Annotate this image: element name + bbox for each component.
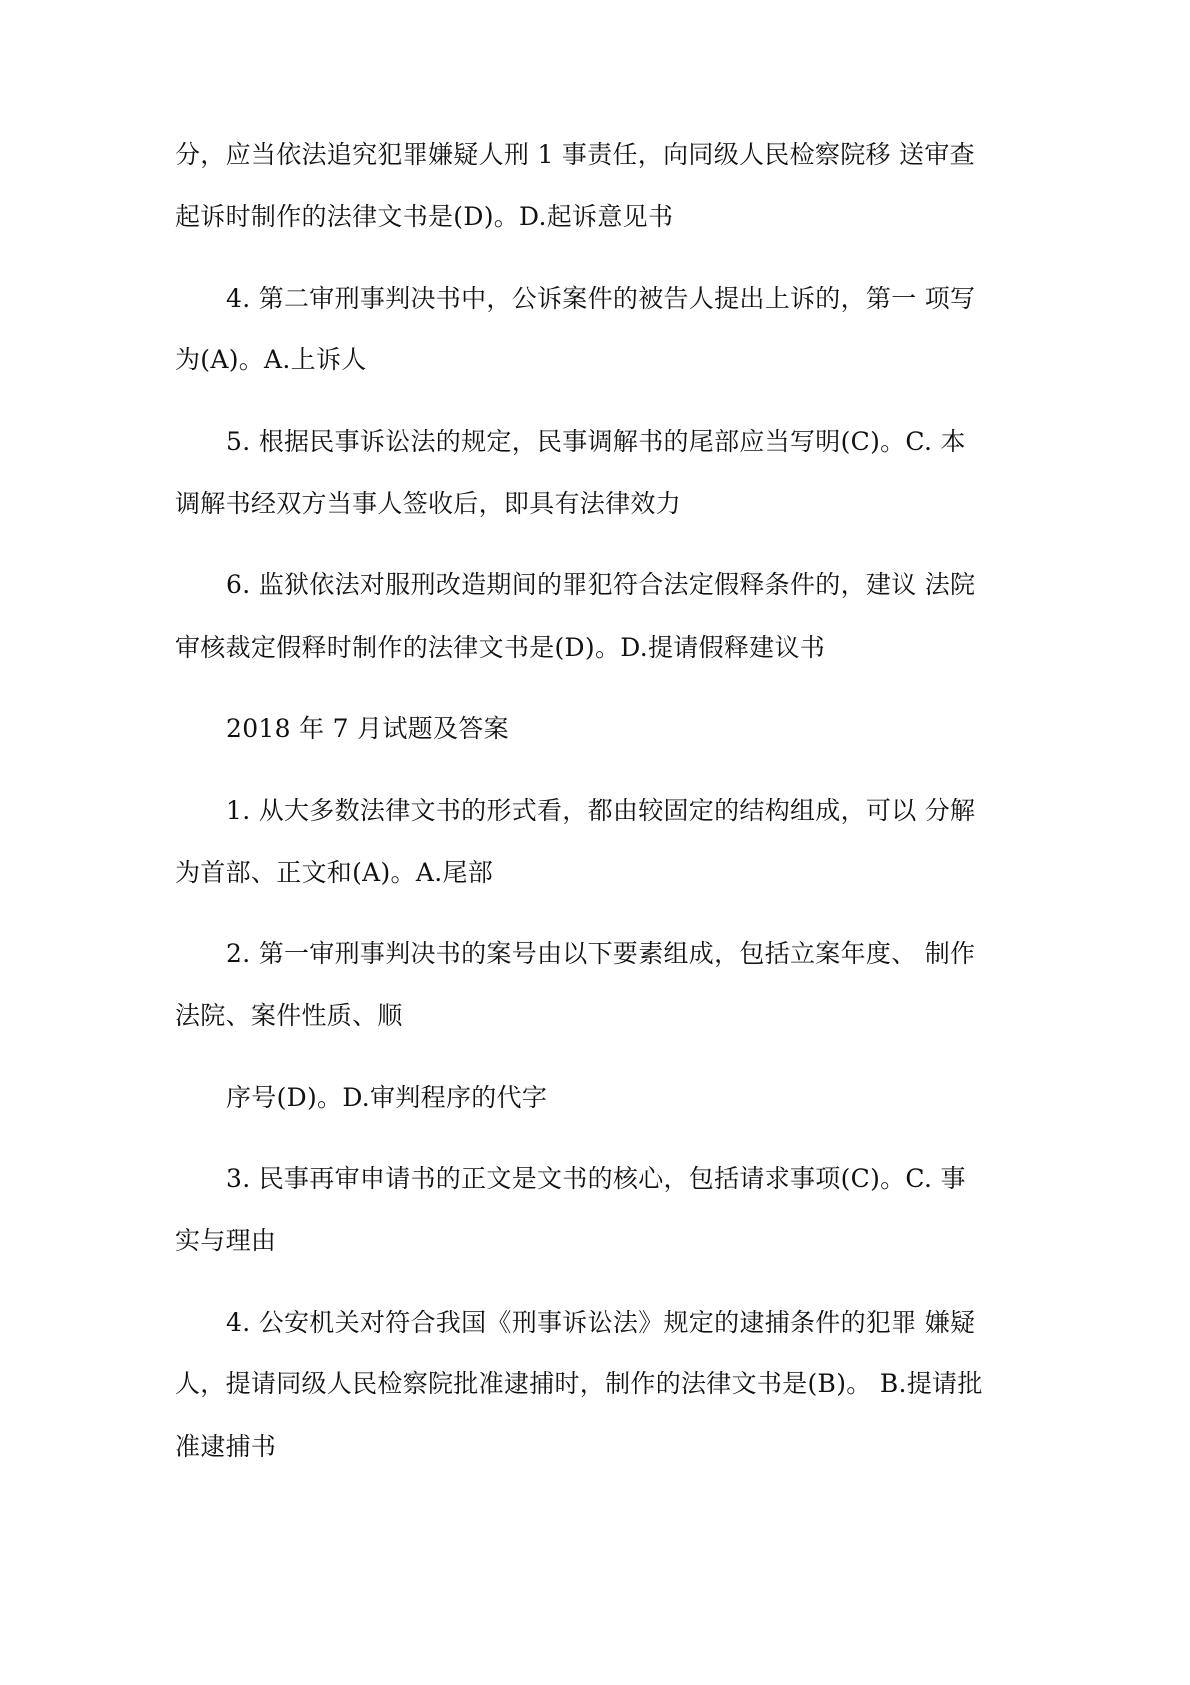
text-line: 准逮捕书 xyxy=(175,1432,277,1461)
question-line: 3. 民事再审申请书的正文是文书的核心，包括请求事项(C)。C. 事 xyxy=(226,1164,966,1193)
text-line: 序号(D)。D.审判程序的代字 xyxy=(226,1083,548,1112)
text-line: 为(A)。A.上诉人 xyxy=(175,345,367,374)
text-line: 调解书经双方当事人签收后，即具有法律效力 xyxy=(175,489,682,518)
question-line: 2. 第一审刑事判决书的案号由以下要素组成，包括立案年度、 制作 xyxy=(226,939,976,968)
text-line: 实与理由 xyxy=(175,1226,277,1255)
question-line: 5. 根据民事诉讼法的规定，民事调解书的尾部应当写明(C)。C. 本 xyxy=(226,427,966,456)
question-line: 6. 监狱依法对服刑改造期间的罪犯符合法定假释条件的，建议 法院 xyxy=(226,570,976,599)
text-line: 为首部、正文和(A)。A.尾部 xyxy=(175,858,494,887)
text-line: 法院、案件性质、顺 xyxy=(175,1001,403,1030)
section-heading: 2018 年 7 月试题及答案 xyxy=(226,714,509,743)
text-line: 起诉时制作的法律文书是(D)。D.起诉意见书 xyxy=(175,202,674,231)
question-line: 1. 从大多数法律文书的形式看，都由较固定的结构组成，可以 分解 xyxy=(226,796,976,825)
text-line: 审核裁定假释时制作的法律文书是(D)。D.提请假释建议书 xyxy=(175,633,826,662)
text-line: 人，提请同级人民检察院批准逮捕时，制作的法律文书是(B)。 B.提请批 xyxy=(175,1369,983,1398)
text-line: 分，应当依法追究犯罪嫌疑人刑 1 事责任，向同级人民检察院移 送审查 xyxy=(175,140,975,169)
question-line: 4. 第二审刑事判决书中，公诉案件的被告人提出上诉的，第一 项写 xyxy=(226,284,976,313)
question-line: 4. 公安机关对符合我国《刑事诉讼法》规定的逮捕条件的犯罪 嫌疑 xyxy=(226,1308,976,1337)
